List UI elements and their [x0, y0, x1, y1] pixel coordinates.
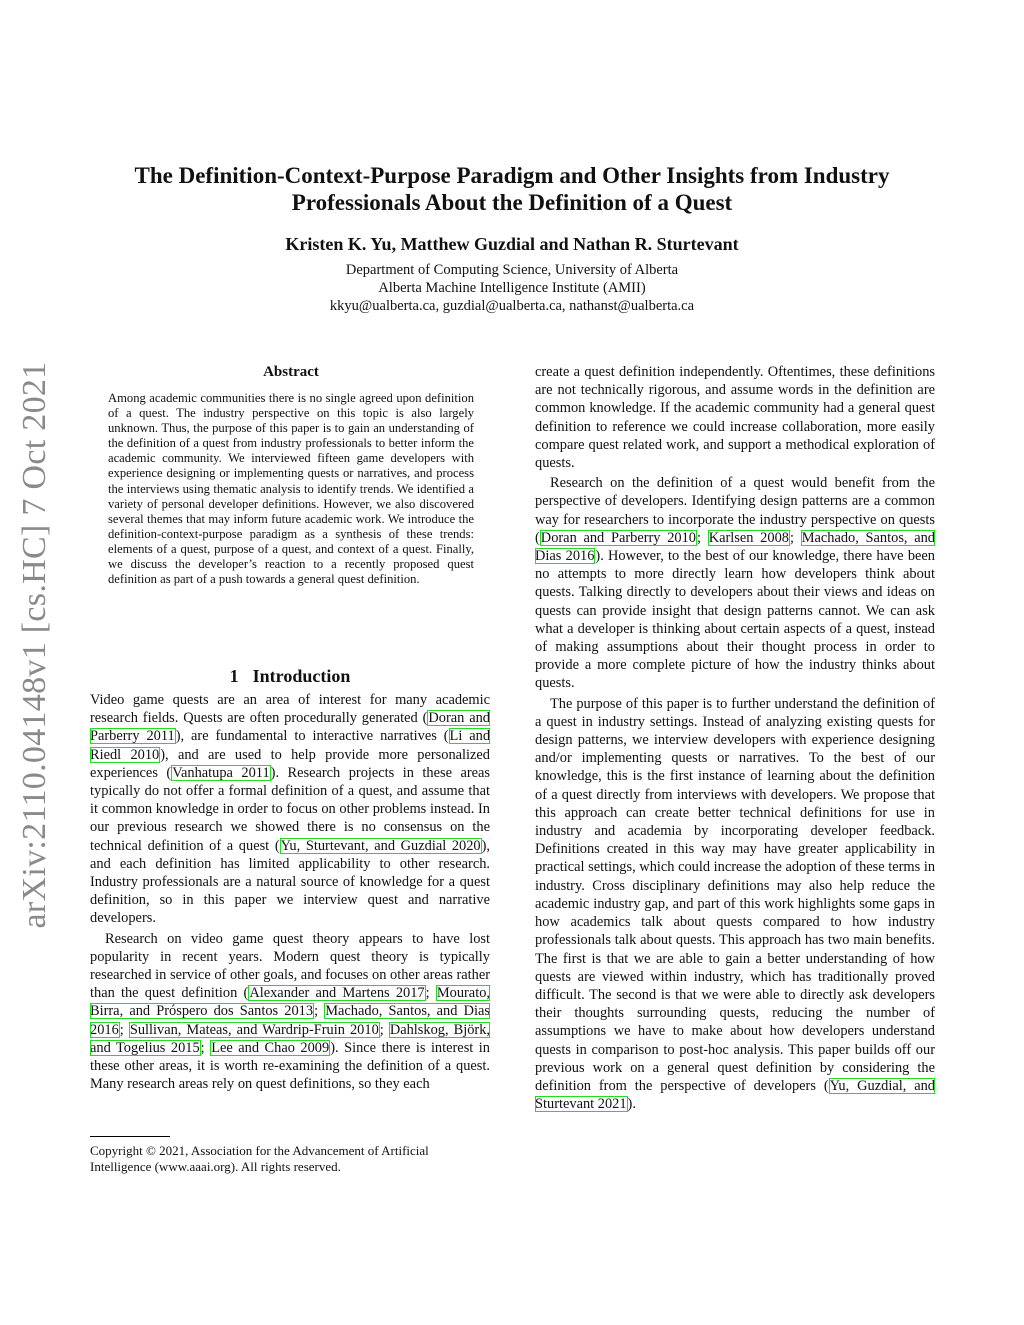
citation-link[interactable]: Machado, Santos, and Dias 2016 — [90, 1003, 490, 1038]
citation-link[interactable]: Mourato, Birra, and Próspero dos Santos 2013 — [90, 985, 490, 1020]
separator: ; — [379, 1021, 389, 1038]
text-run: Video game quests are an area of interest for many academic research fields. Quests are often procedurally generated ( — [90, 692, 490, 727]
citation-link[interactable]: Sullivan, Mateas, and Wardrip-Fruin 2010 — [129, 1021, 379, 1038]
separator: ; — [119, 1021, 129, 1038]
citation-link[interactable]: Yu, Guzdial, and Sturtevant 2021 — [535, 1077, 935, 1113]
left-column-body — [90, 691, 490, 1093]
separator: ; — [697, 529, 708, 546]
section-title: Introduction — [252, 666, 351, 686]
separator: ; — [200, 1039, 211, 1056]
right-column-body — [535, 363, 935, 1113]
text-run: ). However, to the best of our knowledge, there have been no attempts to more directly learn how developers think about quests. Talking directly to developers about their views and ideas on quests can provide insight that design patterns cannot. We can ask what a developer is thinking about certain aspects of a quest, instead of making assumptions about their thought process in order to provide a more complete picture of how the industry thinks about quests. — [535, 548, 935, 692]
title-line-1: The Definition-Context-Purpose Paradigm and Other Insights from Industry — [134, 163, 890, 188]
separator: ; — [789, 529, 801, 546]
right-paragraph-1: create a quest definition independently. Oftentimes, these definitions are not technically rigorous, and assume words in the definition are common knowledge. If the academic community had a general quest definition to reference we could increase collaboration, more easily compare quest related work, and support a methodical exploration of quests. — [535, 364, 935, 472]
citation-link[interactable]: Dahlskog, Björk, and Togelius 2015 — [90, 1021, 490, 1056]
text-run: ). Since there is interest in these other areas, it is worth re-examining the definition of a quest. Many research areas rely on quest definitions, so they each — [90, 1039, 490, 1093]
abstract-heading: Abstract — [263, 364, 319, 380]
affiliation-1: Department of Computing Science, University of Alberta — [345, 262, 679, 278]
section-number: 1 — [229, 666, 239, 686]
right-paragraph-2 — [535, 474, 935, 692]
citation-link[interactable]: Li and Riedl 2010 — [90, 728, 491, 763]
citation-link[interactable]: Lee and Chao 2009 — [211, 1039, 330, 1056]
text-run: ), are fundamental to interactive narratives ( — [175, 728, 449, 745]
citation-link[interactable]: Doran and Parberry 2010 — [540, 529, 696, 546]
citation-link[interactable]: Karlsen 2008 — [708, 529, 789, 546]
affiliations — [90, 261, 934, 315]
citation-link[interactable]: Alexander and Martens 2017 — [249, 985, 425, 1002]
text-run: Research on video game quest theory appears to have lost popularity in recent years. Modern quest theory is typically researched in service of other goals, and focuses on other areas rather than the quest definition ( — [90, 930, 490, 1002]
text-run: ), and each definition has limited applicability to other research. Industry professionals are a natural source of knowledge for a quest definition, so in this paper we interview quest and narrative developers. — [90, 837, 491, 927]
arxiv-stamp-text: arXiv:2110.04148v1 [cs.HC] 7 Oct 2021 — [16, 361, 53, 929]
abstract-body: Among academic communities there is no single agreed upon definition of a quest. The industry perspective on this topic is also largely unknown. Thus, the purpose of this paper is to gain an understanding of the definition of a quest from industry professionals to better inform the academic community. We interviewed fifteen game developers with experience designing or implementing quests or narratives, and process the interviews using thematic analysis to identify trends. We identified a variety of personal developer definitions. However, we also discovered several themes that may inform future academic work. We introduce the definition-context-purpose paradigm as a synthesis of these trends: elements of a quest, purpose of a quest, and context of a quest. Finally, we discuss the developer’s reaction to a recently proposed quest definition as part of a push towards a general quest definition. — [108, 391, 474, 587]
citation-link[interactable]: Machado, Santos, and Dias 2016 — [535, 529, 935, 565]
intro-paragraph-1 — [90, 691, 490, 928]
text-run: ), and are used to help provide more personalized experiences ( — [90, 746, 490, 781]
citation-link[interactable]: Vanhatupa 2011 — [172, 764, 270, 781]
title-line-2: Professionals About the Definition of a Quest — [291, 190, 733, 215]
citation-link[interactable]: Doran and Parberry 2011 — [90, 710, 490, 745]
authors: Kristen K. Yu, Matthew Guzdial and Nathan R. Sturtevant — [285, 234, 739, 254]
separator: ; — [425, 985, 436, 1002]
footnote-rule — [90, 1136, 170, 1137]
affiliation-2: Alberta Machine Intelligence Institute (AMII) — [378, 280, 646, 296]
text-run: Research on the definition of a quest would benefit from the perspective of developers. Identifying design patterns are a common way for researchers to incorporate the industry perspective on quests ( — [535, 475, 935, 546]
separator: ; — [314, 1003, 325, 1020]
right-paragraph-3 — [535, 695, 935, 1114]
text-run: ). — [627, 1096, 636, 1113]
citation-link[interactable]: Yu, Sturtevant, and Guzdial 2020 — [280, 837, 481, 854]
author-emails: kkyu@ualberta.ca, guzdial@ualberta.ca, nathanst@ualberta.ca — [329, 298, 695, 314]
text-run: ). Research projects in these areas typically do not offer a formal definition of a quest, and assume that it common knowledge in order to focus on other problems instead. In our previous research we showed there is no consensus on the technical definition of a quest ( — [90, 764, 491, 854]
section-heading-introduction — [90, 666, 490, 687]
text-run: The purpose of this paper is to further understand the definition of a quest in industry settings. Instead of analyzing existing quests for design patterns, we interview developers with experience designing and/or implementing quests or narratives. To the best of our knowledge, this is the first instance of learning about the definition of a quest directly from interviews with developers. We propose that this approach can create better technical definitions for use in industry and academia by incorporating developer feedback. Definitions created in this way may have greater applicability in practical settings, which could increase the adoption of these terms in industry. Cross disciplinary definitions may also help reduce the academic industry gap, and part of this work highlights some gaps in how academics talk about quests compared to how industry professionals talk about quests. This approach has two main benefits. The first is that we are able to gain a better understanding of how quests are viewed within industry, which has traditionally proved difficult. The second is that we were able to directly ask developers their thoughts surrounding quests, reducing the number of assumptions we have to make about how developers understand quests in comparison to post-hoc analysis. This paper builds off our previous work on a general quest definition by considering the definition from the perspective of developers ( — [535, 695, 936, 1094]
arxiv-stamp — [10, 357, 60, 933]
intro-paragraph-2 — [90, 930, 490, 1094]
paper-title — [90, 162, 934, 216]
copyright-footnote: Copyright © 2021, Association for the Advancement of Artificial Intelligence (www.aaai.org). All rights reserved. — [90, 1143, 429, 1174]
